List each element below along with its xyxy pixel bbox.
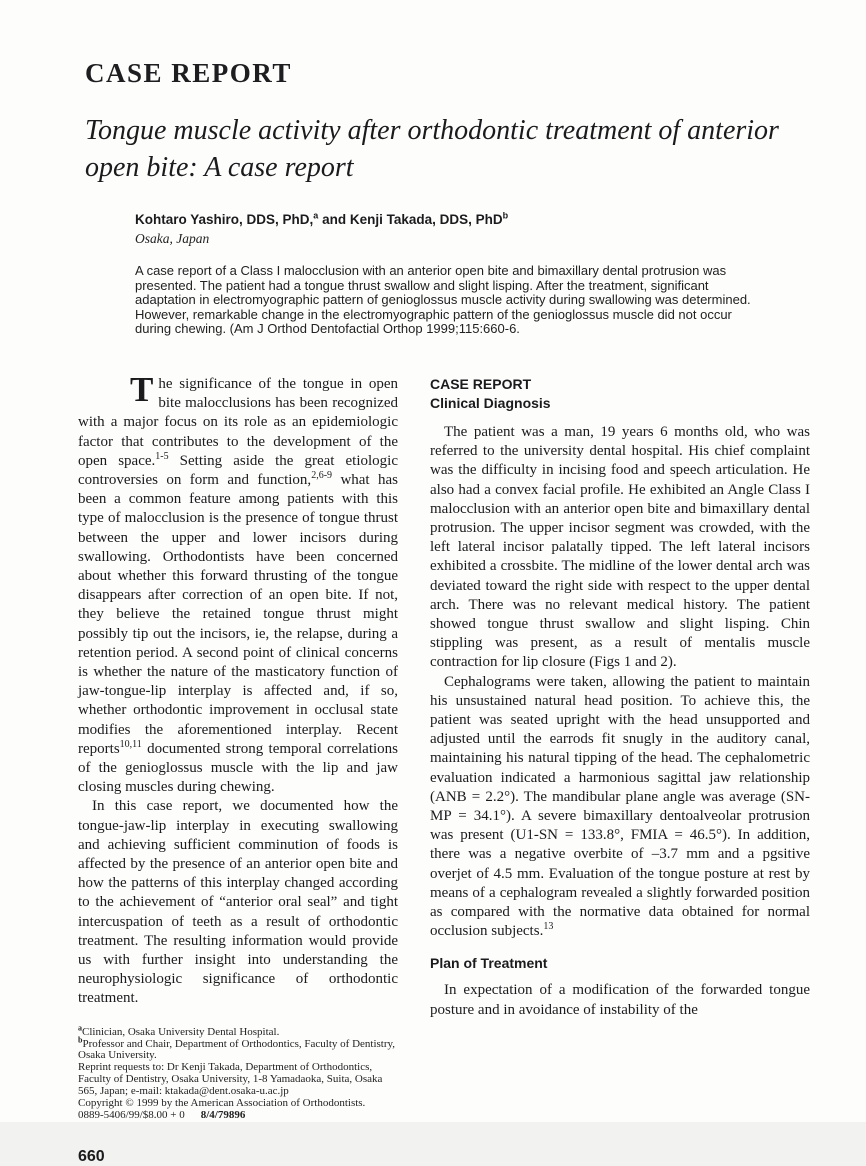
footnotes [78, 1023, 398, 1122]
footnote-reprint-requests: Reprint requests to: Dr Kenji Takada, Department of Orthodontics, Faculty of Dentistry, Osaka University, 1-8 Yamadaoka, Suita, Osaka 565, Japan; e-mail: ktakada@dent.osaka-u.ac.jp [78, 1061, 383, 1098]
body-columns [78, 369, 810, 1166]
footnote-copyright: Copyright © 1999 by the American Association of Orthodontists. [78, 1097, 366, 1110]
case-report-heading: CASE REPORT [430, 375, 532, 392]
purpose-paragraph: In this case report, we documented how the tongue-jaw-lip interplay in executing swallowing and achieving sufficient comminution of foods is affected by the presence of an anterior open bite and how the patterns of this interplay changed according to the achievement of “anterior oral seal” and tight intercuspation of teeth as a result of orthodontic treatment. The resulting information would provide us with further insight into understanding the neurophysiologic significance of orthodontic treatment. [78, 798, 398, 1007]
footnote-affiliation-b: $^b$Professor and Chair, Department of Orthodontics, Faculty of Dentistry, Osaka University. [78, 1034, 396, 1062]
clinical-diagnosis-paragraph-2: Cephalograms were taken, allowing the patient to maintain his unsustained natural head position. To achieve this, the patient was seated upright with the head unsupported and adjusted until the earrods fit snugly in the auditory canal, maintaining his natural tipping of the head. The cephalometric evaluation indicated a harmonious sagittal jaw relationship (ANB = 2.2°). The mandibular plane angle was average (SN-MP = 34.1°). A severe bimaxillary dentoalveolar protrusion was present (U1-SN = 133.8°, FMIA = 46.5°). In addition, there was a negative overbite of –3.7 mm and a pgsitive overjet of 4.5 mm. Evaluation of the tongue posture at rest by means of a cephalogram revealed a slightly forwarded position as compared with the normative data obtained for normal occlusion subjects.$^{13}$ [430, 673, 810, 940]
article-title: Tongue muscle activity after orthodontic treatment of anterior open bite: A case report [85, 115, 779, 183]
byline-block [135, 212, 810, 247]
plan-of-treatment-paragraph: In expectation of a modification of the forwarded tongue posture and in avoidance of instability of the [430, 982, 810, 1018]
clinical-diagnosis-heading: Clinical Diagnosis [430, 394, 551, 411]
case-report-heading-group [430, 375, 810, 413]
affiliation: Osaka, Japan [135, 231, 210, 246]
plan-of-treatment-heading: Plan of Treatment [430, 955, 548, 972]
intro-paragraph [78, 369, 399, 797]
clinical-diagnosis-paragraph-1: The patient was a man, 19 years 6 months old, who was referred to the university dental hospital. His chief complaint was the difficulty in incising food and speech articulation. He also had a convex facial profile. He exhibited an Angle Class I malocclusion with an anterior open bite and bimaxillary dental protrusion. The upper incisor segment was crowded, with the left lateral incisor palatally tipped. The left lateral incisors exhibited a crossbite. The midline of the lower dental arch was deviated toward the right side with respect to the upper dental arch. There was no relevant medical history. The patient showed tongue thrust swallow and slight lisping. Chin stippling was present, as a result of mentalis muscle contraction for lip closure (Figs 1 and 2). [430, 423, 810, 671]
right-column [430, 375, 810, 1166]
abstract: A case report of a Class I malocclusion with an anterior open bite and bimaxillary dental protrusion was presented. The patient had a tongue thrust swallow and slight lisping. After the treatment, significant adaptation in electromyographic pattern of genioglossus muscle activity during swallowing was determined. However, remarkable change in the electromyographic pattern of the genioglossus muscle did not occur during chewing. (Am J Orthod Dentofactial Orthop 1999;115:660-6. [135, 263, 751, 337]
left-column [78, 369, 399, 1166]
footnote-issn-code: 0889-5406/99/$8.00 + 0 8/4/79896 [78, 1109, 246, 1122]
footnote-affiliation-a: $^a$Clinician, Osaka University Dental Hospital. [78, 1023, 280, 1038]
page-number: 660 [78, 1147, 105, 1165]
authors: Kohtaro Yashiro, DDS, PhD,$^a$ and Kenji Takada, DDS, PhD$^b$ [135, 210, 509, 227]
intro-paragraph-text: he significance of the tongue in open bite malocclusions has been recognized with a major focus on its role as an epidemiologic factor that contributes to the development of the open space.$^{1-5}$ Setting aside the great etiologic controversies on form and function,$^{2,6-9}$ what has been a common feature among patients with this type of malocclusion is the presence of tongue thrust between the upper and lower incisors during swallowing. Orthodontists have been concerned about whether this forward thrusting of the tongue disappears after correction of an open bite. If not, they believe the retained tongue thrust might possibly tip out the incisors, ie, the relapse, during a retention period. A second point of clinical concerns is whether the nature of the masticatory function of jaw-tongue-lip interplay is affected and, if so, whether orthodontic improvement in occlusal state modifies the aforementioned interplay. Recent reports$^{10,11}$ documented strong temporal correlations of the genioglossus muscle with the lip and jaw closing muscles during chewing. [78, 375, 399, 796]
drop-cap: T [130, 369, 154, 409]
section-kicker: CASE REPORT [85, 58, 292, 88]
